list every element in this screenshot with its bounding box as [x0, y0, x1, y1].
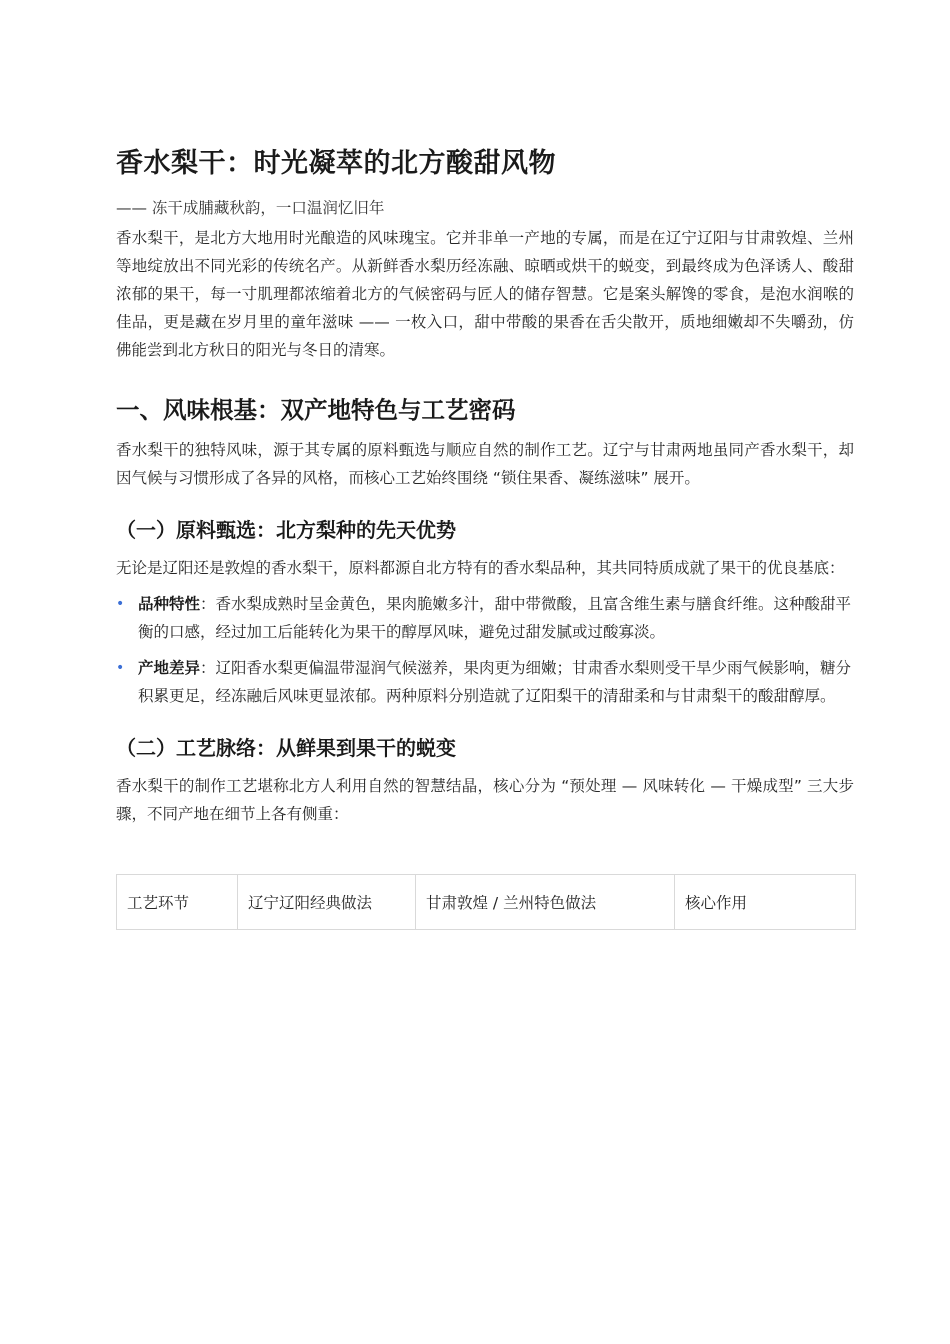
table-header-cell: 工艺环节	[117, 875, 238, 930]
intro-paragraph: 香水梨干，是北方大地用时光酿造的风味瑰宝。它并非单一产地的专属，而是在辽宁辽阳与甘肃敦煌、兰州等地绽放出不同光彩的传统名产。从新鲜香水梨历经冻融、晾晒或烘干的蜕变，到最终成为色泽诱人、酸甜浓郁的果干，每一寸肌理都浓缩着北方的气候密码与匠人的储存智慧。它是案头解馋的零食，是泡水润喉的佳品，更是藏在岁月里的童年滋味 —— 一枚入口，甜中带酸的果香在舌尖散开，质地细嫩却不失嚼劲，仿佛能尝到北方秋日的阳光与冬日的清寒。	[116, 229, 854, 359]
bullet-list	[116, 590, 854, 710]
table-header-row	[117, 875, 856, 930]
list-item	[116, 654, 854, 710]
table-header-cell: 核心作用	[675, 875, 856, 930]
subsection-heading-craft: （二）工艺脉络：从鲜果到果干的蜕变	[116, 736, 456, 760]
subsection-paragraph-craft: 香水梨干的制作工艺堪称北方人利用自然的智慧结晶，核心分为 “预处理 — 风味转化 — 干燥成型” 三大步骤，不同产地在细节上各有侧重：	[116, 777, 854, 823]
list-item-label: 品种特性	[138, 595, 201, 613]
list-item-text: ：香水梨成熟时呈金黄色，果肉脆嫩多汁，甜中带微酸，且富含维生素与膳食纤维。这种酸甜平衡的口感，经过加工后能转化为果干的醇厚风味，避免过甜发腻或过酸寡淡。	[138, 595, 852, 641]
section-heading-flavor-basis: 一、风味根基：双产地特色与工艺密码	[116, 396, 516, 424]
section-paragraph-flavor-basis: 香水梨干的独特风味，源于其专属的原料甄选与顺应自然的制作工艺。辽宁与甘肃两地虽同产香水梨干，却因气候与习惯形成了各异的风格，而核心工艺始终围绕 “锁住果香、凝练滋味” 展开。	[116, 441, 854, 487]
table-header-cell: 辽宁辽阳经典做法	[238, 875, 416, 930]
list-item	[116, 590, 854, 646]
bullet-dot-icon: •	[116, 596, 125, 612]
page-subtitle: —— 冻干成脯藏秋韵，一口温润忆旧年	[116, 199, 385, 217]
list-item-label: 产地差异	[138, 659, 201, 677]
bullet-dot-icon: •	[116, 660, 125, 676]
subsection-paragraph-raw-material: 无论是辽阳还是敦煌的香水梨干，原料都源自北方特有的香水梨品种，其共同特质成就了果干的优良基底：	[116, 559, 845, 577]
craft-table	[116, 874, 856, 930]
page-title: 香水梨干：时光凝萃的北方酸甜风物	[116, 148, 556, 179]
list-item-text: ：辽阳香水梨更偏温带湿润气候滋养，果肉更为细嫩；甘肃香水梨则受干旱少雨气候影响，糖分积累更足，经冻融后风味更显浓郁。两种原料分别造就了辽阳梨干的清甜柔和与甘肃梨干的酸甜醇厚。	[138, 659, 852, 705]
subsection-heading-raw-material: （一）原料甄选：北方梨种的先天优势	[116, 518, 456, 542]
table-header-cell: 甘肃敦煌 / 兰州特色做法	[416, 875, 675, 930]
